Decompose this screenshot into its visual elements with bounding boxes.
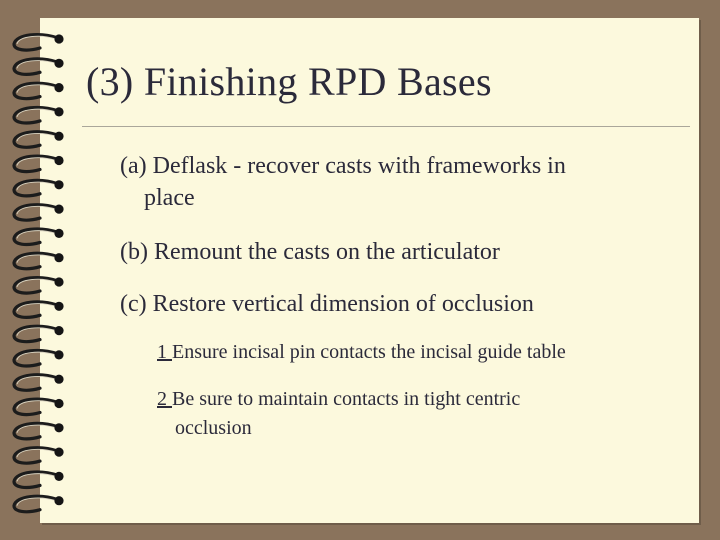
spiral-binding-icon xyxy=(0,0,72,540)
binding-ring xyxy=(14,253,64,269)
binding-ring xyxy=(14,350,64,366)
sub-item-2 xyxy=(157,385,520,443)
binding-ring xyxy=(14,375,64,391)
binding-ring xyxy=(14,83,64,99)
binding-ring xyxy=(14,229,64,245)
item-label: (c) xyxy=(120,291,147,317)
binding-ring xyxy=(14,277,64,293)
binding-ring xyxy=(14,448,64,464)
list-item-a xyxy=(120,150,566,214)
item-label: (a) xyxy=(120,153,147,179)
binding-ring xyxy=(14,326,64,342)
sub-item-number: 2 xyxy=(157,388,167,410)
item-text: Restore vertical dimension of occlusion xyxy=(152,291,534,317)
list-item-b xyxy=(120,236,500,268)
binding-ring xyxy=(14,59,64,75)
binding-ring xyxy=(14,156,64,172)
item-text-continuation: place xyxy=(144,185,195,211)
binding-ring xyxy=(14,423,64,439)
sub-item-text: Be sure to maintain contacts in tight centric xyxy=(172,388,521,410)
sub-item-1 xyxy=(157,338,566,367)
slide-title: (3) Finishing RPD Bases xyxy=(86,59,492,104)
item-text: Deflask - recover casts with frameworks in xyxy=(152,153,566,179)
sub-item-number: 1 xyxy=(157,341,167,363)
list-item-c xyxy=(120,288,534,320)
item-text: Remount the casts on the articulator xyxy=(153,239,500,265)
binding-ring xyxy=(14,180,64,196)
binding-ring xyxy=(14,302,64,318)
binding-ring xyxy=(14,205,64,221)
title-divider xyxy=(82,126,690,127)
binding-ring xyxy=(14,496,64,512)
binding-ring xyxy=(14,472,64,488)
binding-ring xyxy=(14,34,64,50)
binding-ring xyxy=(14,399,64,415)
binding-ring xyxy=(14,107,64,123)
binding-ring xyxy=(14,132,64,148)
sub-item-text: Ensure incisal pin contacts the incisal guide table xyxy=(172,341,566,363)
sub-item-text-continuation: occlusion xyxy=(175,417,252,439)
item-label: (b) xyxy=(120,239,148,265)
